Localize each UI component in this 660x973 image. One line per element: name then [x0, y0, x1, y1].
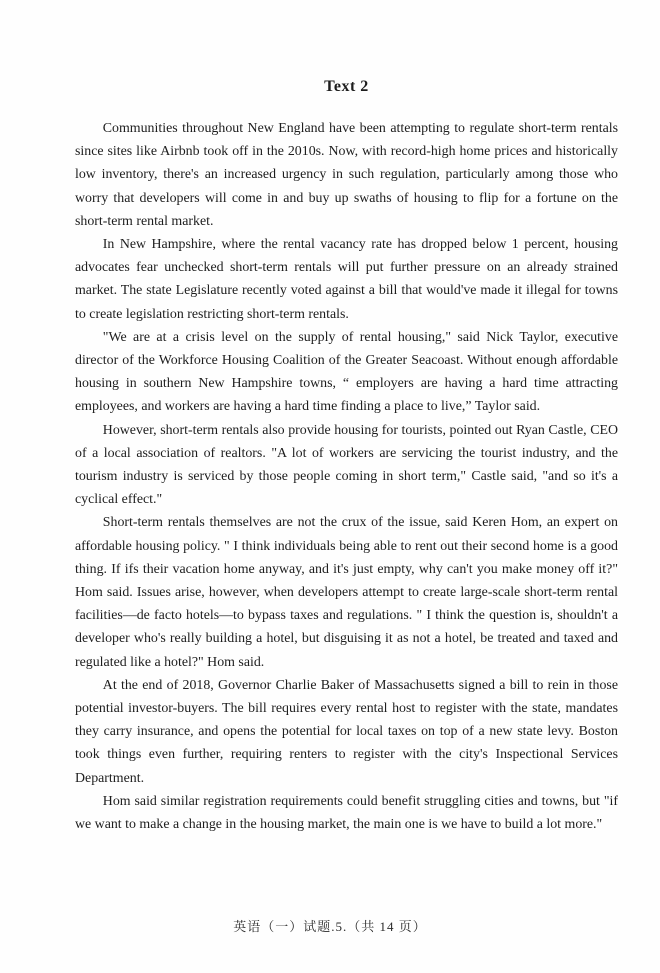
paragraph: "We are at a crisis level on the supply of rental housing," said Nick Taylor, executive director of the Workforce Housing Coalition of the Greater Seacoast. Without enough affordable housing in southern New Hampshire towns, “ employers are having a hard time attracting employees, and workers are having a hard time finding a place to live,” Taylor said.: [75, 329, 618, 415]
paragraph: Short-term rentals themselves are not the crux of the issue, said Keren Hom, an expert on affordable housing policy. " I think individuals being able to rent out their second home is a good thing. If ifs their vacation home anyway, and it's just empty, why can't you make money off it?" Hom said. Issues arise, however, when developers attempt to create large-scale short-term rental facilities—de facto hotels—to bypass taxes and regulations. " I think the question is, shouldn't a developer who's really building a hotel, but disguising it as not a hotel, be treated and taxed and regulated like a hotel?" Hom said.: [75, 515, 618, 670]
paragraph: Hom said similar registration requirements could benefit struggling cities and towns, but "if we want to make a change in the housing market, the main one is we have to build a lot more.": [75, 793, 618, 833]
paragraph: At the end of 2018, Governor Charlie Baker of Massachusetts signed a bill to rein in those potential investor-buyers. The bill requires every rental host to register with the state, mandates they carry insurance, and opens the potential for local taxes on top of a new state levy. Boston took things even further, requiring renters to register with the city's Inspectional Services Department.: [75, 677, 618, 786]
page-title: Text 2: [324, 78, 369, 95]
text-body: [75, 117, 618, 836]
paragraph: In New Hampshire, where the rental vacancy rate has dropped below 1 percent, housing advocates fear unchecked short-term rentals will put further pressure on an already strained market. The state Legislature recently voted against a bill that would've made it illegal for towns to create legislation restricting short-term rentals.: [75, 237, 618, 322]
paragraph: Communities throughout New England have been attempting to regulate short-term rentals since sites like Airbnb took off in the 2010s. Now, with record-high home prices and historically low inventory, there's an increased urgency in such regulation, particularly among those who worry that developers will come in and buy up swaths of housing to flip for a fortune on the short-term rental market.: [75, 121, 618, 229]
paragraph: However, short-term rentals also provide housing for tourists, pointed out Ryan Castle, CEO of a local association of realtors. "A lot of workers are servicing the tourist industry, and the tourism industry is serviced by those people coming in short term," Castle said, "and so it's a cyclical effect.": [75, 422, 618, 508]
page-footer: 英语（一）试题.5.（共 14 页）: [233, 919, 427, 934]
